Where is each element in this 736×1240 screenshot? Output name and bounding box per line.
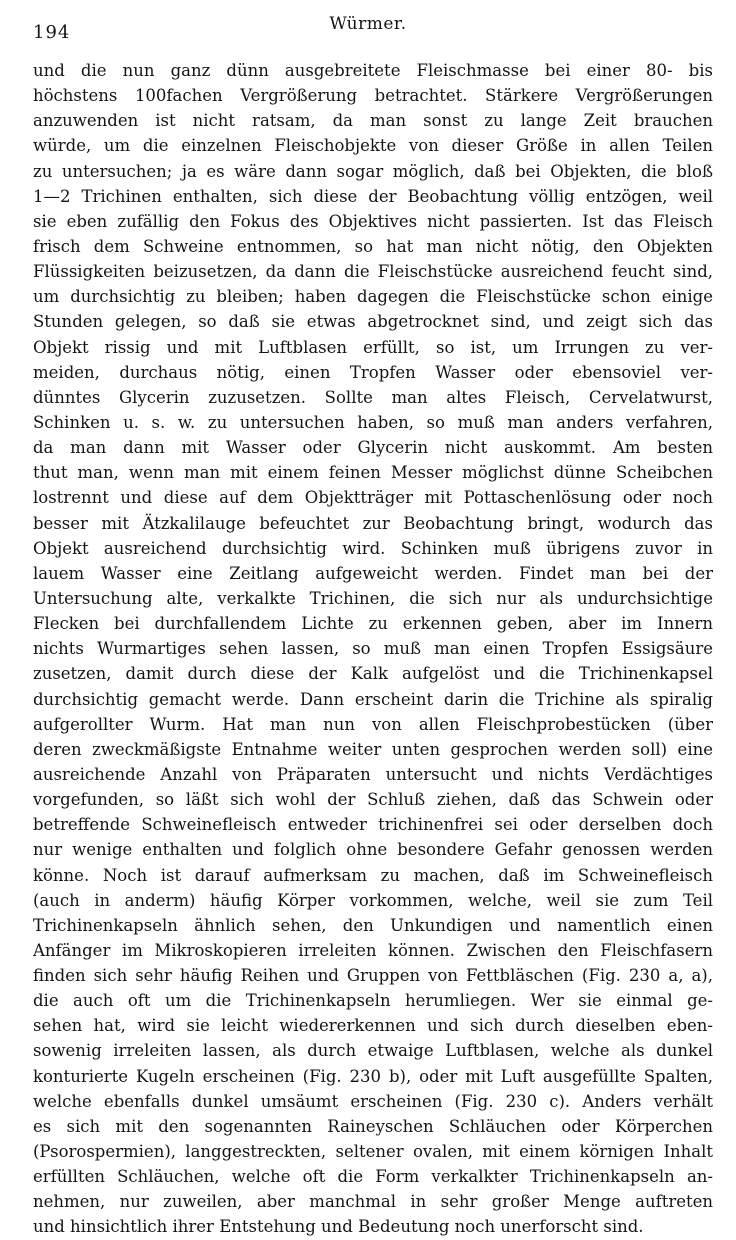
text-line: vorgefunden, so läßt sich wohl der Schluß ziehen, daß das Schwein oder [33, 790, 713, 810]
text-line: würde, um die einzelnen Fleischobjekte von dieser Größe in allen Teilen [33, 136, 713, 156]
text-line: dünntes Glycerin zuzusetzen. Sollte man altes Fleisch, Cervelatwurst, [33, 387, 713, 407]
body-text [33, 58, 713, 1240]
text-line: frisch dem Schweine entnommen, so hat man nicht nötig, den Objekten [33, 236, 713, 256]
text-line: meiden, durchaus nötig, einen Tropfen Wasser oder ebensoviel ver- [33, 362, 713, 382]
text-line: thut man, wenn man mit einem feinen Messer möglichst dünne Scheibchen [33, 463, 713, 483]
text-line: es sich mit den sogenannten Raineyschen Schläuchen oder Körperchen [33, 1116, 713, 1136]
text-line: zu untersuchen; ja es wäre dann sogar möglich, daß bei Objekten, die bloß [33, 161, 713, 181]
text-line: Flüssigkeiten beizusetzen, da dann die Fleischstücke ausreichend feucht sind, [33, 262, 713, 282]
text-line: (auch in anderm) häufig Körper vorkommen, welche, weil sie zum Teil [33, 890, 713, 910]
text-line: Objekt rissig und mit Luftblasen erfüllt, so ist, um Irrungen zu ver- [33, 337, 713, 357]
text-line: sowenig irreleiten lassen, als durch etwaige Luftblasen, welche als dunkel [33, 1041, 713, 1061]
text-line: konturierte Kugeln erscheinen (Fig. 230 b), oder mit Luft ausgefüllte Spalten, [33, 1066, 713, 1086]
text-line: könne. Noch ist darauf aufmerksam zu machen, daß im Schweinefleisch [33, 865, 713, 885]
running-title: Würmer. [329, 14, 407, 34]
text-line: lauem Wasser eine Zeitlang aufgeweicht werden. Findet man bei der [33, 563, 713, 583]
text-line: Schinken u. s. w. zu untersuchen haben, so muß man anders verfahren, [33, 412, 713, 432]
text-line: Flecken bei durchfallendem Lichte zu erkennen geben, aber im Innern [33, 614, 713, 634]
text-line: Stunden gelegen, so daß sie etwas abgetrocknet sind, und zeigt sich das [33, 312, 713, 332]
text-line: da man dann mit Wasser oder Glycerin nicht auskommt. Am besten [33, 438, 713, 458]
text-line: erfüllten Schläuchen, welche oft die Form verkalkter Trichinenkapseln an- [33, 1167, 713, 1187]
text-line: höchstens 100fachen Vergrößerung betrachtet. Stärkere Vergrößerungen [33, 86, 713, 106]
text-line: nehmen, nur zuweilen, aber manchmal in sehr großer Menge auftreten [33, 1192, 713, 1212]
text-line: (Psorospermien), langgestreckten, seltener ovalen, mit einem körnigen Inhalt [33, 1142, 713, 1162]
text-line: aufgerollter Wurm. Hat man nun von allen Fleischprobestücken (über [33, 714, 713, 734]
text-line: um durchsichtig zu bleiben; haben dagegen die Fleischstücke schon einige [33, 287, 713, 307]
text-line: 1—2 Trichinen enthalten, sich diese der Beobachtung völlig entzögen, weil [33, 186, 713, 206]
text-line: die auch oft um die Trichinenkapseln herumliegen. Wer sie einmal ge- [33, 991, 713, 1011]
text-line: sehen hat, wird sie leicht wiedererkennen und sich durch dieselben eben- [33, 1016, 713, 1036]
text-line: Objekt ausreichend durchsichtig wird. Schinken muß übrigens zuvor in [33, 538, 713, 558]
text-line: sie eben zufällig den Fokus des Objektives nicht passierten. Ist das Fleisch [33, 211, 713, 231]
page-number: 194 [33, 22, 71, 43]
text-line: durchsichtig gemacht werde. Dann erscheint darin die Trichine als spiralig [33, 689, 713, 709]
text-line: und hinsichtlich ihrer Entstehung und Bedeutung noch unerforscht sind. [33, 1217, 644, 1237]
text-line: nur wenige enthalten und folglich ohne besondere Gefahr genossen werden [33, 840, 713, 860]
text-line: finden sich sehr häufig Reihen und Gruppen von Fettbläschen (Fig. 230 a, a), [33, 966, 713, 986]
text-line: lostrennt und diese auf dem Objektträger mit Pottaschenlösung oder noch [33, 488, 713, 508]
text-line: Untersuchung alte, verkalkte Trichinen, die sich nur als undurchsichtige [33, 588, 713, 608]
text-line: und die nun ganz dünn ausgebreitete Fleischmasse bei einer 80- bis [33, 61, 713, 80]
text-line: besser mit Ätzkalilauge befeuchtet zur Beobachtung bringt, wodurch das [33, 513, 713, 533]
text-line: nichts Wurmartiges sehen lassen, so muß man einen Tropfen Essigsäure [33, 639, 713, 659]
text-line: Trichinenkapseln ähnlich sehen, den Unkundigen und namentlich einen [33, 915, 713, 935]
text-line: anzuwenden ist nicht ratsam, da man sonst zu lange Zeit brauchen [33, 111, 713, 131]
text-line: zusetzen, damit durch diese der Kalk aufgelöst und die Trichinenkapsel [33, 664, 713, 684]
text-line: welche ebenfalls dunkel umsäumt erscheinen (Fig. 230 c). Anders verhält [33, 1091, 713, 1111]
text-line: deren zweckmäßigste Entnahme weiter unten gesprochen werden soll) eine [33, 739, 713, 759]
text-line: ausreichende Anzahl von Präparaten untersucht und nichts Verdächtiges [33, 764, 713, 784]
text-line: betreffende Schweinefleisch entweder trichinenfrei sei oder derselben doch [33, 815, 713, 835]
text-line: Anfänger im Mikroskopieren irreleiten können. Zwischen den Fleischfasern [33, 940, 713, 960]
